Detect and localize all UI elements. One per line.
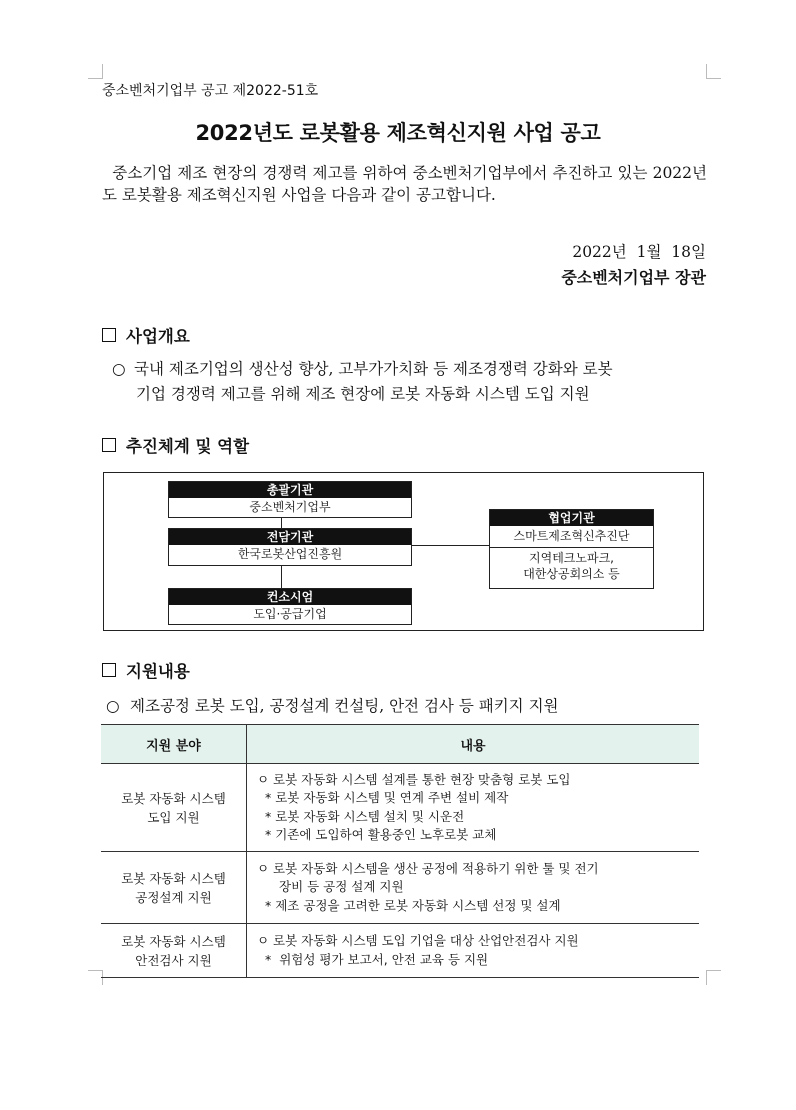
- circle-bullet-icon: ○: [112, 360, 126, 378]
- table-cell-content: [247, 764, 700, 852]
- org-body: 한국로봇산업진흥원: [237, 547, 343, 561]
- org-box-consortium: [168, 588, 412, 625]
- intro-paragraph: 중소기업 제조 현장의 경쟁력 제고를 위하여 중소벤처기업부에서 추진하고 있는 2022년도 로봇활용 제조혁신지원 사업을 다음과 같이 공고합니다.: [102, 164, 708, 204]
- page-corner-mark: [706, 64, 721, 79]
- notice-number: 중소벤처기업부 공고 제2022-51호: [102, 83, 319, 99]
- org-body: 도입·공급기업: [253, 607, 327, 621]
- org-header: 협업기관: [490, 510, 653, 526]
- org-body-line: 대한상공회의소 등: [523, 567, 620, 581]
- connector-line: [410, 545, 490, 546]
- support-bullet: [106, 694, 559, 719]
- table-row: [101, 852, 699, 924]
- section-heading-overview: [102, 323, 190, 347]
- announcement-date: 2022년 1월 18일: [572, 243, 706, 261]
- org-box-general: [168, 481, 412, 518]
- overview-line-2: 기업 경쟁력 제고를 위해 제조 현장에 로봇 자동화 시스템 도입 지원: [136, 385, 590, 403]
- content-line: * 기존에 도입하여 활용중인 노후로봇 교체: [265, 827, 497, 842]
- content-line: ㅇ 로봇 자동화 시스템을 생산 공정에 적용하기 위한 툴 및 전기: [257, 860, 599, 876]
- section-heading-support: [102, 658, 190, 682]
- org-header: 전담기관: [169, 529, 411, 545]
- section-heading-structure: [102, 433, 249, 457]
- org-body: 스마트제조혁신추진단: [513, 529, 630, 543]
- checkbox-square-icon: [102, 663, 116, 677]
- table-cell-field: [101, 764, 247, 852]
- field-line: 로봇 자동화 시스템: [121, 790, 226, 806]
- checkbox-square-icon: [102, 328, 116, 342]
- field-line: 안전검사 지원: [135, 952, 212, 968]
- document-title: 2022년도 로봇활용 제조혁신지원 사업 공고: [195, 121, 601, 145]
- field-line: 도입 지원: [147, 809, 200, 825]
- org-box-dedicated: [168, 528, 412, 566]
- overview-line-1: 국내 제조기업의 생산성 향상, 고부가가치화 등 제조경쟁력 강화와 로봇: [134, 360, 613, 378]
- overview-bullet: [112, 357, 613, 407]
- org-body-secondary: [490, 547, 653, 584]
- connector-line: [281, 565, 282, 589]
- table-header-cell: 지원 분야: [101, 725, 247, 764]
- table-header-cell: 내용: [247, 725, 700, 764]
- org-header: 컨소시엄: [169, 589, 411, 605]
- table-cell-field: [101, 924, 247, 978]
- section-heading-text: 지원내용: [126, 662, 190, 681]
- content-line: * 로봇 자동화 시스템 및 연계 주변 설비 제작: [265, 790, 509, 805]
- issuer: 중소벤처기업부 장관: [561, 268, 706, 287]
- field-line: 공정설계 지원: [135, 889, 212, 905]
- section-heading-text: 사업개요: [126, 327, 190, 346]
- field-line: 로봇 자동화 시스템: [121, 870, 226, 886]
- org-body: 중소벤처기업부: [249, 500, 331, 514]
- table-row: [101, 924, 699, 978]
- content-line: * 제조 공정을 고려한 로봇 자동화 시스템 선정 및 설계: [265, 897, 561, 913]
- table-cell-content: [247, 924, 700, 978]
- table-cell-field: [101, 852, 247, 924]
- org-header: 총괄기관: [169, 482, 411, 498]
- page-corner-mark: [88, 64, 103, 79]
- support-line: 제조공정 로봇 도입, 공정설계 컨설팅, 안전 검사 등 패키지 지원: [130, 697, 559, 715]
- content-line: * 위험성 평가 보고서, 안전 교육 등 지원: [265, 951, 489, 967]
- page-corner-mark: [706, 970, 721, 985]
- org-body-line: 지역테크노파크,: [529, 551, 614, 565]
- support-table: [101, 724, 699, 978]
- organization-diagram: [103, 472, 704, 631]
- content-line: ㅇ 로봇 자동화 시스템 설계를 통한 현장 맞춤형 로봇 도입: [257, 771, 571, 787]
- checkbox-square-icon: [102, 438, 116, 452]
- section-heading-text: 추진체계 및 역할: [126, 437, 250, 456]
- content-line: 장비 등 공정 설계 지원: [279, 879, 404, 895]
- field-line: 로봇 자동화 시스템: [121, 933, 226, 949]
- table-header-row: [101, 725, 699, 764]
- org-box-cooperation: [489, 509, 654, 589]
- content-line: ㅇ 로봇 자동화 시스템 도입 기업을 대상 산업안전검사 지원: [257, 933, 579, 948]
- circle-bullet-icon: ○: [106, 697, 120, 715]
- table-row: [101, 764, 699, 852]
- content-line: * 로봇 자동화 시스템 설치 및 시운전: [265, 808, 465, 824]
- table-cell-content: [247, 852, 700, 924]
